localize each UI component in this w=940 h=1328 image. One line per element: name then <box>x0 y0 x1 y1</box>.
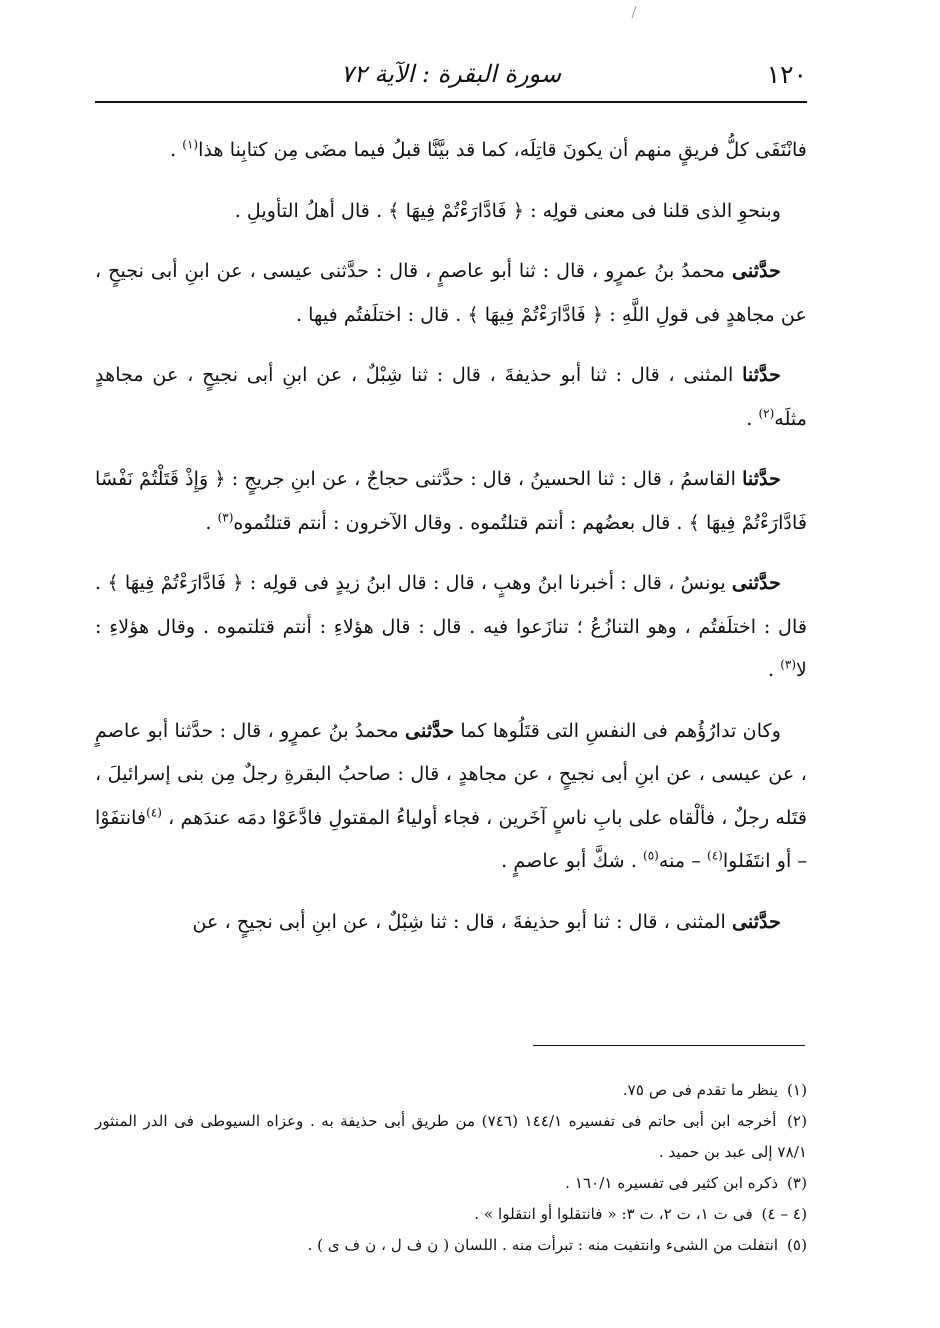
page-number: ١٢٠ <box>766 60 807 89</box>
narration-keyword: حدَّثنى <box>731 571 781 594</box>
footnote-number: (٥) <box>786 1236 807 1254</box>
footnote <box>95 1106 807 1168</box>
footnote-ref: (٣) <box>780 657 797 672</box>
paragraph <box>95 189 807 233</box>
margin-mark <box>631 6 637 18</box>
paragraph-text: محمدُ بنُ عمرٍو ، قال : حدَّثنا أبو عاصمٍ ، عن عيسى ، عن ابنِ أبى نجيحٍ ، عن مجاهدٍ ، قال : صاحبُ البقرةِ رجلٌ مِن بنى إسرائيلَ ، قتَله رجلٌ ، فألْقاه على بابِ ناسٍ آخَرين ، فجاء أولياءُ المقتولِ فادَّعَوْا دمَه عندَهم ، <box>95 718 807 829</box>
quran-quote: ﴿ فَادَّارَءْتُمْ فِيهَا ﴾ <box>467 302 604 326</box>
footnote <box>95 1230 807 1261</box>
footnote-text: ينظر ما تقدم فى ص ٧٥. <box>622 1081 779 1099</box>
page-header <box>95 56 807 96</box>
paragraph <box>95 709 807 883</box>
footnote-ref: (٤) <box>707 848 723 863</box>
narration-keyword: حدَّثنى <box>405 718 455 742</box>
paragraph-text: القاسمُ ، قال : ثنا الحسينُ ، قال : حدَّثنى حجاجٌ ، عن ابنِ جريجٍ : <box>225 467 743 490</box>
paragraph-text: المثنى ، قال : ثنا أبو حذيفةَ ، قال : ثنا شِبْلٌ ، عن ابنِ أبى نجيحٍ ، عن مجاهدٍ مثلَه <box>95 363 807 430</box>
quran-quote: ﴿ فَادَّارَءْتُمْ فِيهَا ﴾ <box>107 571 244 594</box>
footnote-number: (٢) <box>786 1112 808 1130</box>
footnotes <box>95 1075 807 1261</box>
footnote-ref: (٢) <box>758 406 775 421</box>
paragraph <box>95 561 807 692</box>
running-title: سورة البقرة : الآية ٧٢ <box>340 60 562 88</box>
paragraph <box>95 457 807 544</box>
paragraph-text: . شكَّ أبو عاصمٍ . <box>501 849 644 872</box>
footnote-text: انتفلت من الشىء وانتفيت منه : تبرأت منه . اللسان ( ن ف ل ، ن ف ى ) . <box>307 1236 779 1254</box>
paragraph-text: . قال أهلُ التأويلِ . <box>234 198 389 222</box>
footnote-text: فى ت ١، ت ٢، ت ٣: « فانتقلوا أو انتقلوا » . <box>474 1205 753 1223</box>
paragraph-text: . قال بعضُهم : أنتم قتلتُموه . وقال الآخرون : أنتم قتلتُموه <box>233 510 689 534</box>
footnote-number: (٤ – ٤) <box>761 1205 807 1223</box>
main-text <box>95 128 807 960</box>
paragraph-text: . <box>170 138 183 161</box>
paragraph-text: . قال : اختلَفتُم ، وهو التنازُعُ ؛ تنازَعوا فيه . قال : قال هؤلاءِ : أنتم قتلتموه . وقال هؤلاءِ : لا <box>95 571 807 681</box>
footnote <box>95 1075 807 1106</box>
paragraph <box>95 900 807 944</box>
paragraph <box>95 128 807 172</box>
paragraph-text: . <box>746 406 759 430</box>
paragraph-text: – منه <box>658 849 708 872</box>
quran-quote: ﴿ فَادَّارَءْتُمْ فِيهَا ﴾ <box>388 198 525 222</box>
paragraph-text: فانتفَوْا – أو انتَفَلوا <box>95 805 807 872</box>
narration-keyword: حدَّثنا <box>742 363 781 386</box>
footnote-number: (١) <box>786 1081 807 1099</box>
paragraph-text: يونسُ ، قال : أخبرنا ابنُ وهبٍ ، قال : قال ابنُ زيدٍ فى قولِه : <box>243 571 732 594</box>
paragraph <box>95 353 807 440</box>
footnote-text: ذكره ابن كثير فى تفسيره ١٦٠/١ . <box>565 1174 779 1192</box>
paragraph-text: . <box>768 658 781 681</box>
footnote-ref: (٣) <box>217 510 234 525</box>
footnote-separator <box>533 1045 805 1046</box>
narration-keyword: حدَّثنى <box>731 259 781 282</box>
footnote <box>95 1199 807 1230</box>
footnote-ref: (٥) <box>643 848 659 863</box>
footnote-text: أخرجه ابن أبى حاتم فى تفسيره ١٤٤/١ (٧٤٦) من طريق أبى حذيفة به . وعزاه السيوطى فى الدر المنثور ٧٨/١ إلى عبد بن حميد . <box>95 1112 807 1161</box>
quran-quote: ﴿ وَإِذْ قَتَلْتُمْ نَفْسًا فَادَّارَءْتُمْ فِيهَا ﴾ <box>95 467 807 534</box>
footnote-ref: (٤) <box>146 805 162 820</box>
paragraph-text: المثنى ، قال : ثنا أبو حذيفةَ ، قال : ثنا شِبْلٌ ، عن ابنِ أبى نجيحٍ ، عن <box>192 909 732 933</box>
header-rule <box>95 101 807 103</box>
footnote-number: (٣) <box>786 1174 807 1192</box>
paragraph <box>95 249 807 336</box>
paragraph-text: وبنحوِ الذى قلنا فى معنى قولِه : <box>524 198 781 222</box>
narration-keyword: حدَّثنى <box>731 909 781 933</box>
paragraph-text: فانْتَفَى كلُّ فريقٍ منهم أن يكونَ قاتِلَه، كما قد بيَّنَّا قبلُ فيما مضَى مِن كتابِنا هذا <box>198 138 807 161</box>
paragraph-text: . قال : اختلَفتُم فيها . <box>295 302 468 326</box>
narration-keyword: حدَّثنا <box>742 467 781 490</box>
paragraph-text: وكان تدارُؤُهم فى النفسِ التى قتَلُوها كما <box>454 718 781 742</box>
footnote-ref: (١) <box>182 137 199 152</box>
paragraph-text: . <box>205 510 218 534</box>
footnote <box>95 1168 807 1199</box>
paragraph-text: محمدُ بنُ عمرٍو ، قال : ثنا أبو عاصمٍ ، قال : حدَّثنى عيسى ، عن ابنِ أبى نجيحٍ ، عن مجاهدٍ فى قولِ اللَّهِ : <box>95 259 807 326</box>
